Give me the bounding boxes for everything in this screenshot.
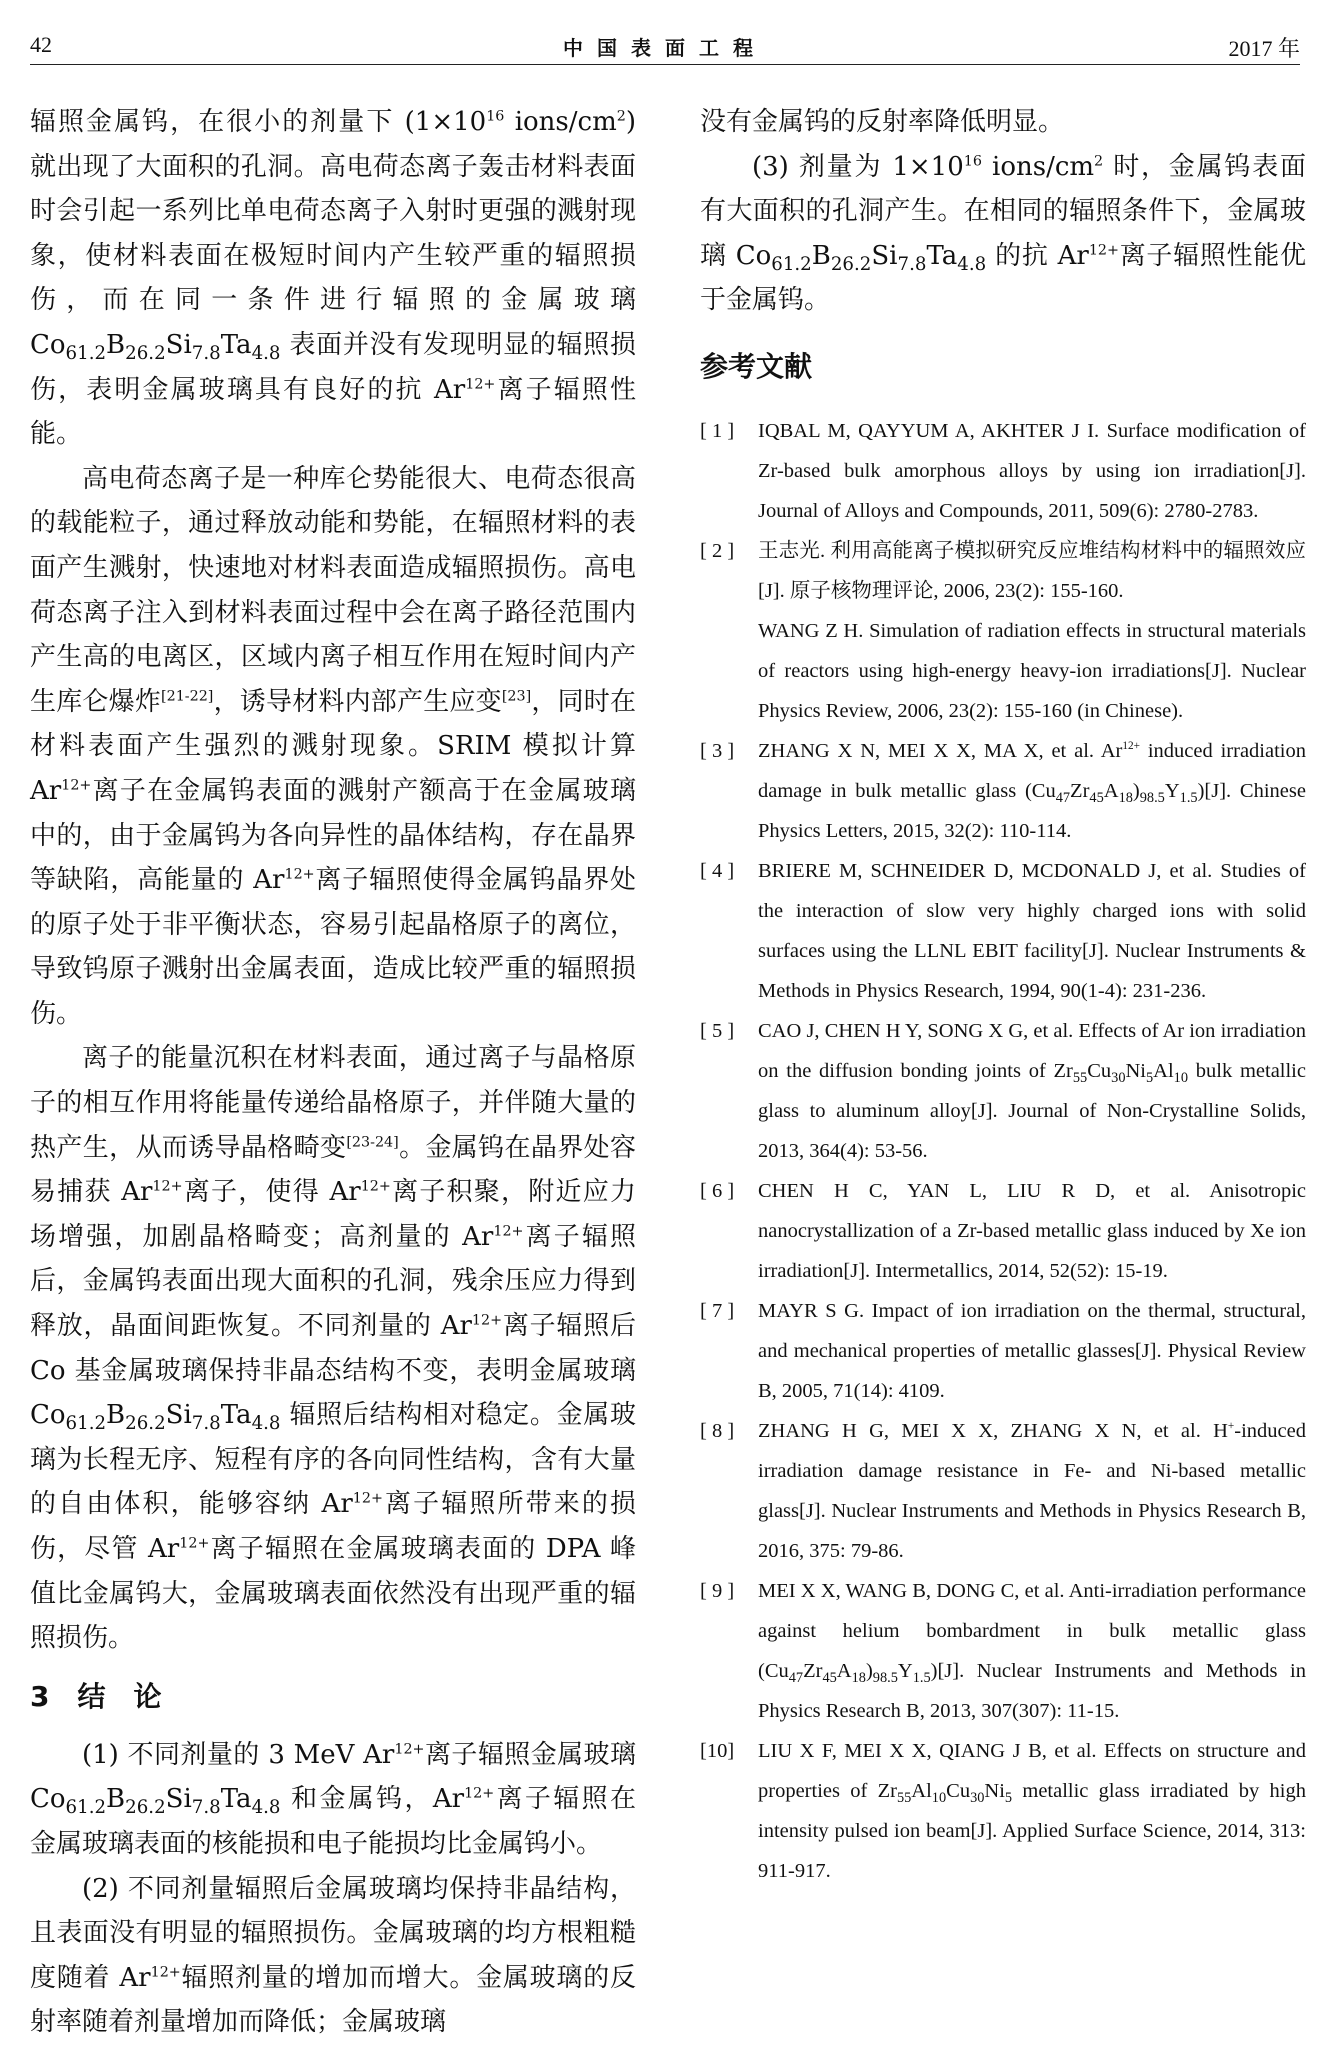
reference-item: [ 8 ] ZHANG H G, MEI X X, ZHANG X N, et al. H+-induced irradiation damage resistance in Fe- and Ni-based metallic glass[J]. Nuclear Instruments and Methods in Physics Research B, 2016, 375: 79-86. — [700, 1419, 1306, 1562]
reference-item: [ 6 ] CHEN H C, YAN L, LIU R D, et al. Anisotropic nanocrystallization of a Zr-based metallic glass induced by Xe ion irradiation[J]. Intermetallics, 2014, 52(52): 15-19. — [700, 1179, 1306, 1282]
body-paragraph: 没有金属钨的反射率降低明显。 — [700, 107, 1065, 137]
reference-item: [ 9 ] MEI X X, WANG B, DONG C, et al. Anti-irradiation performance against helium bombardment in bulk metallic glass $(Cu_{47}Zr_{45}A_{18})_{98.5}Y_{1.5})[J]$. Nuclear Instruments and Methods in Physics Research B, 2013, 307(307): 11-15. — [700, 1579, 1306, 1722]
body-paragraph: 离子的能量沉积在材料表面，通过离子与晶格原子的相互作用将能量传递给晶格原子，并伴随大量的热产生，从而诱导晶格畸变[23-24]。金属钨在晶界处容易捕获 $Ar^{12+}$离子，使得 $Ar^{12+}$离子积聚，附近应力场增强，加剧晶格畸变；高剂量的 $Ar^{12+}$离子辐照后，金属钨表面出现大面积的孔洞，残余压应力得到释放，晶面间距恢复。不同剂量的 $Ar^{12+}$离子辐照后 Co 基金属玻璃保持非晶态结构不变，表明金属玻璃 $Co_{61.2}B_{26.2}Si_{7.8}Ta_{4.8}$ 辐照后结构相对稳定。金属玻璃为长程无序、短程有序的各向同性结构，含有大量的自由体积，能够容纳 $Ar^{12+}$离子辐照所带来的损伤，尽管 $Ar^{12+}$离子辐照在金属玻璃表面的 DPA 峰值比金属钨大，金属玻璃表面依然没有出现严重的辐照损伤。 — [30, 1043, 636, 1654]
reference-item: [ 5 ] CAO J, CHEN H Y, SONG X G, et al. Effects of Ar ion irradiation on the diffusion bonding joints of $Zr_{55}Cu_{30}Ni_5Al_{10}$ bulk metallic glass to aluminum alloy[J]. Journal of Non-Crystalline Solids, 2013, 364(4): 53-56. — [700, 1019, 1306, 1162]
conclusion-3: (3) 剂量为 $1\times 10^{16}$ ions/$cm^2$ 时，金属钨表面有大面积的孔洞产生。在相同的辐照条件下，金属玻璃 $Co_{61.2}B_{26.2}Si_{7.8}Ta_{4.8}$ 的抗 $Ar^{12+}$离子辐照性能优于金属钨。 — [700, 151, 1306, 316]
reference-item: [ 4 ] BRIERE M, SCHNEIDER D, MCDONALD J, et al. Studies of the interaction of slow very highly charged ions with solid surfaces using the LLNL EBIT facility[J]. Nuclear Instruments & Methods in Physics Research, 1994, 90(1-4): 231-236. — [700, 859, 1306, 1002]
conclusion-2: (2) 不同剂量辐照后金属玻璃均保持非晶结构，且表面没有明显的辐照损伤。金属玻璃的均方根粗糙度随着 $Ar^{12+}$辐照剂量的增加而增大。金属玻璃的反射率随着剂量增加而降低；金属玻璃 — [30, 1873, 636, 2038]
reference-item: [ 2 ] 王志光. 利用高能离子模拟研究反应堆结构材料中的辐照效应[J]. 原子核物理评论, 2006, 23(2): 155-160. WANG Z H. Simulation of radiation effects in structural materials of reactors using high-energy heavy-ion irradiations[J]. Nuclear Physics Review, 2006, 23(2): 155-160 (in Chinese). — [700, 539, 1306, 722]
references-heading: 参考文献 — [700, 349, 813, 383]
conclusion-1: (1) 不同剂量的 3 MeV $Ar^{12+}$离子辐照金属玻璃 $Co_{61.2}B_{26.2}Si_{7.8}Ta_{4.8}$ 和金属钨，$Ar^{12+}$离子辐照在金属玻璃表面的核能损和电子能损均比金属钨小。 — [30, 1739, 636, 1859]
reference-item: [10] LIU X F, MEI X X, QIANG J B, et al. Effects on structure and properties of $Zr_{55}Al_{10}Cu_{30}Ni_5$ metallic glass irradiated by high intensity pulsed ion beam[J]. Applied Surface Science, 2014, 313: 911-917. — [700, 1739, 1306, 1882]
citation: [23] — [501, 688, 532, 705]
page-header — [30, 28, 1300, 64]
issue-year: 2017 年 — [1228, 36, 1300, 61]
section-heading: 3 结 论 — [30, 1679, 162, 1713]
reference-item: [ 7 ] MAYR S G. Impact of ion irradiation on the thermal, structural, and mechanical properties of metallic glasses[J]. Physical Review B, 2005, 71(14): 4109. — [700, 1299, 1306, 1402]
body-paragraph: 辐照金属钨，在很小的剂量下 ($1\times 10^{16}$ ions/$cm^2$) 就出现了大面积的孔洞。高电荷态离子轰击材料表面时会引起一系列比单电荷态离子入射时更强的溅射现象，使材料表面在极短时间内产生较严重的辐照损伤，而在同一条件进行辐照的金属玻璃 $Co_{61.2}B_{26.2}Si_{7.8}Ta_{4.8}$ 表面并没有发现明显的辐照损伤，表明金属玻璃具有良好的抗 $Ar^{12+}$离子辐照性能。 — [30, 107, 636, 450]
citation: [21-22] — [161, 688, 214, 705]
journal-title: 中国表面工程 — [563, 36, 767, 60]
reference-item: [ 1 ] IQBAL M, QAYYUM A, AKHTER J I. Surface modification of Zr-based bulk amorphous alloys by using ion irradiation[J]. Journal of Alloys and Compounds, 2011, 509(6): 2780-2783. — [700, 419, 1306, 522]
page-number: 42 — [30, 32, 52, 57]
reference-item: [ 3 ] ZHANG X N, MEI X X, MA X, et al. $Ar^{12+}$ induced irradiation damage in bulk metallic glass $(Cu_{47}Zr_{45}A_{18})_{98.5}Y_{1.5})[J]$. Chinese Physics Letters, 2015, 32(2): 110-114. — [700, 739, 1306, 842]
citation: [23-24] — [346, 1134, 399, 1150]
header-rule — [30, 64, 1300, 65]
right-column — [700, 100, 1306, 1891]
left-column — [30, 100, 636, 2045]
body-paragraph: 高电荷态离子是一种库仑势能很大、电荷态很高的载能粒子，通过释放动能和势能，在辐照材料的表面产生溅射，快速地对材料表面造成辐照损伤。高电荷态离子注入到材料表面过程中会在离子路径范围内产生高的电离区，区域内离子相互作用在短时间内产生库仑爆炸[21-22]，诱导材料内部产生应变[23]，同时在材料表面产生强烈的溅射现象。SRIM 模拟计算 $Ar^{12+}$离子在金属钨表面的溅射产额高于在金属玻璃中的，由于金属钨为各向异性的晶体结构，存在晶界等缺陷，高能量的 $Ar^{12+}$离子辐照使得金属钨晶界处的原子处于非平衡状态，容易引起晶格原子的离位，导致钨原子溅射出金属表面，造成比较严重的辐照损伤。 — [30, 463, 636, 1029]
